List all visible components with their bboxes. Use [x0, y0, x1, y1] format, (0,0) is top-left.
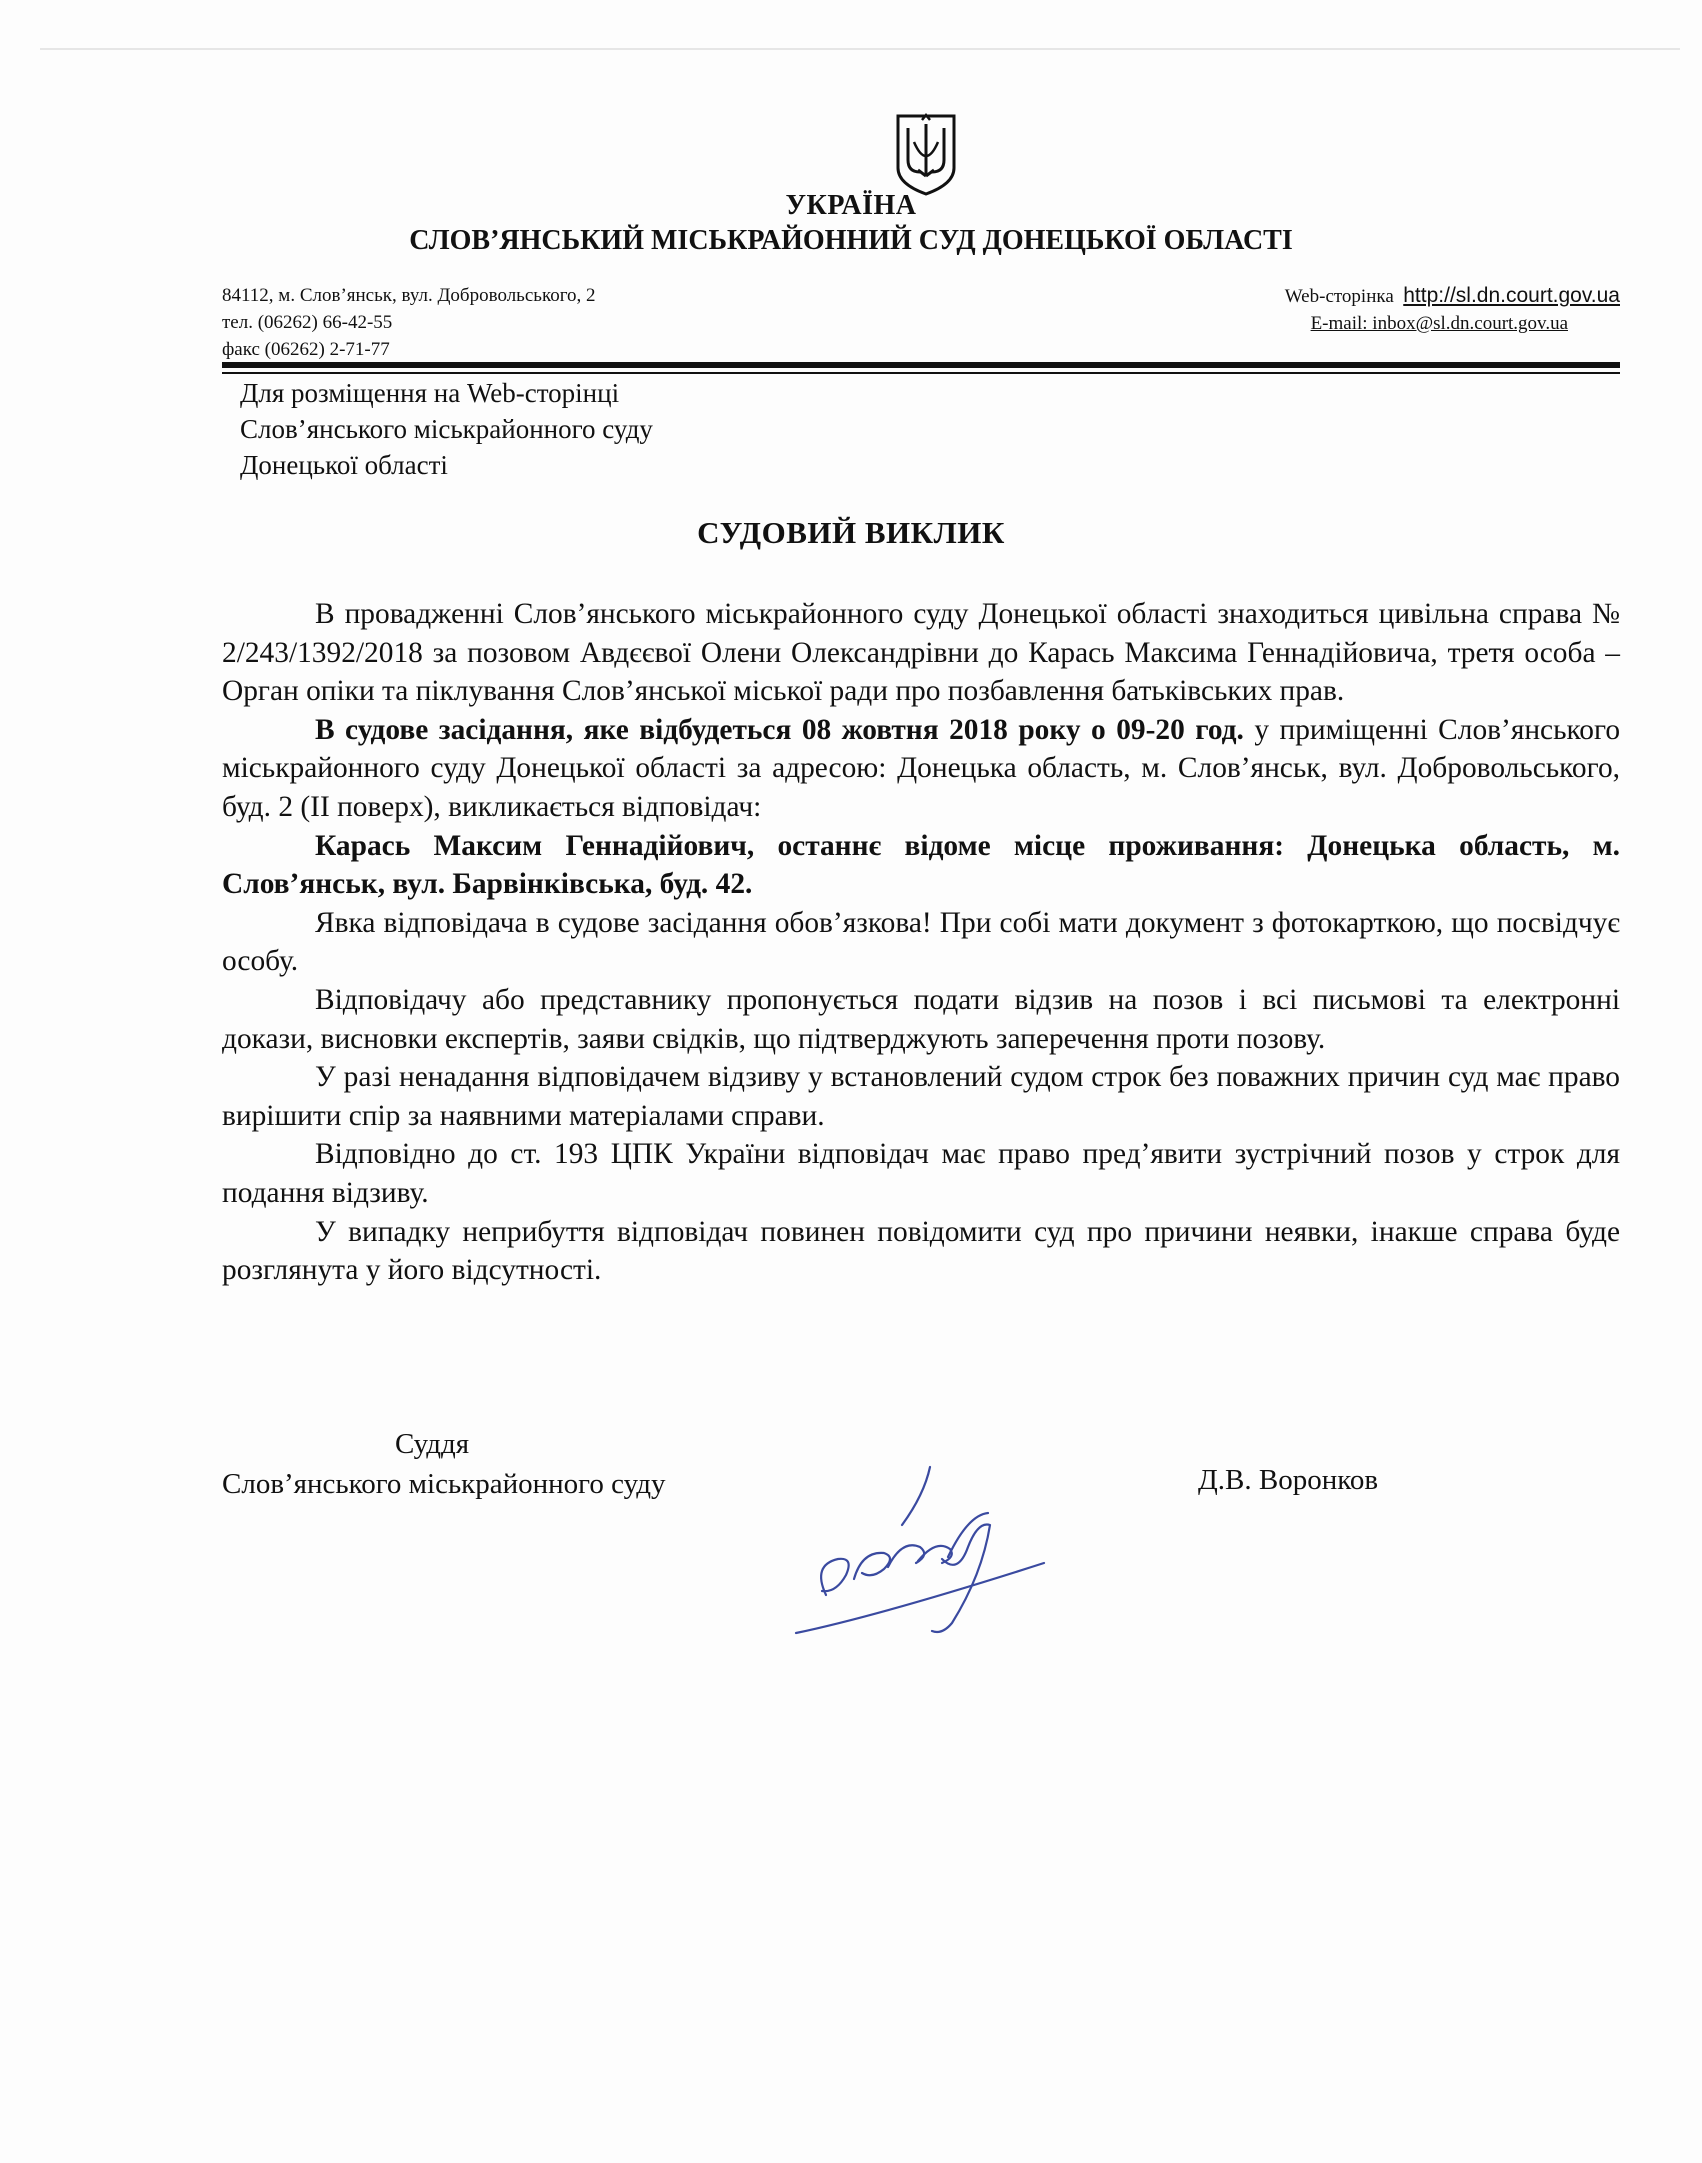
- court-web-contacts: [1285, 282, 1620, 337]
- document-title: СУДОВИЙ ВИКЛИК: [697, 515, 1005, 550]
- counterclaim-paragraph: Відповідно до ст. 193 ЦПК України відповідач має право пред’явити зустрічний позов у строк для подання відзиву.: [222, 1138, 1620, 1209]
- hearing-paragraph: [222, 711, 1620, 827]
- placement-line: Слов’янського міськрайонного суду: [240, 414, 653, 444]
- judge-signature-block: [222, 1424, 666, 1504]
- court-name-heading: СЛОВ’ЯНСЬКИЙ МІСЬКРАЙОННИЙ СУД ДОНЕЦЬКОЇ ОБЛАСТІ: [409, 225, 1293, 256]
- response-paragraph: Відповідачу або представнику пропонується подати відзив на позов і всі письмові та електронні докази, висновки експертів, заяви свідків, що підтверджують заперечення проти позову.: [222, 983, 1620, 1055]
- judge-role: Суддя: [395, 1428, 470, 1460]
- scan-top-edge: [40, 48, 1680, 50]
- court-contacts: [222, 282, 596, 363]
- trident-coat-of-arms-icon: [894, 112, 958, 196]
- court-phone: тел. (06262) 66-42-55: [222, 312, 393, 333]
- placement-line: Для розміщення на Web-сторінці: [240, 378, 620, 408]
- summons-body: [222, 595, 1620, 1290]
- attendance-paragraph: Явка відповідача в судове засідання обов’язкова! При собі мати документ з фотокарткою, що посвідчує особу.: [222, 906, 1620, 978]
- placement-line: Донецької області: [240, 450, 448, 480]
- country-heading: УКРАЇНА: [785, 190, 917, 221]
- court-fax: факс (06262) 2-71-77: [222, 339, 390, 360]
- judge-court: Слов’янського міськрайонного суду: [222, 1468, 666, 1500]
- handwritten-signature-icon: [792, 1455, 1062, 1645]
- hearing-location: у приміщенні Слов’янського міськрайонного суду Донецької області за адресою: Донецька область, м. Слов’янськ, вул. Добровольського, буд. 2 (ІІ поверх), викликається відповідач:: [222, 713, 1621, 823]
- case-paragraph: В провадженні Слов’янського міськрайонного суду Донецької області знаходиться цивільна справа № 2/243/1392/2018 за позовом Авдєєвої Олени Олександрівни до Карась Максима Геннадійовича, третя особа – Орган опіки та піклування Слов’янської міської ради про позбавлення батьківських прав.: [222, 598, 1620, 708]
- default-paragraph: У разі ненадання відповідачем відзиву у встановлений судом строк без поважних причин суд має право вирішити спір за наявними матеріалами справи.: [222, 1061, 1620, 1132]
- web-url-link[interactable]: http://sl.dn.court.gov.ua: [1403, 284, 1620, 307]
- judge-name: Д.В. Воронков: [1198, 1464, 1379, 1496]
- email-link[interactable]: E-mail: inbox@sl.dn.court.gov.ua: [1310, 313, 1568, 334]
- header-divider-thick: [222, 362, 1620, 368]
- defendant-paragraph: Карась Максим Геннадійович, останнє відоме місце проживання: Донецька область, м. Слов’янськ, вул. Барвінківська, буд. 42.: [222, 829, 1620, 901]
- placement-note: [240, 375, 653, 483]
- hearing-date-bold: В судове засідання, яке відбудеться 08 жовтня 2018 року о 09-20 год.: [315, 713, 1244, 746]
- court-address: 84112, м. Слов’янськ, вул. Добровольського, 2: [222, 285, 596, 306]
- web-label: Web-сторінка: [1284, 286, 1394, 307]
- header-divider-thin: [222, 372, 1620, 374]
- absence-paragraph: У випадку неприбуття відповідач повинен повідомити суд про причини неявки, інакше справа буде розглянута у його відсутності.: [222, 1215, 1620, 1287]
